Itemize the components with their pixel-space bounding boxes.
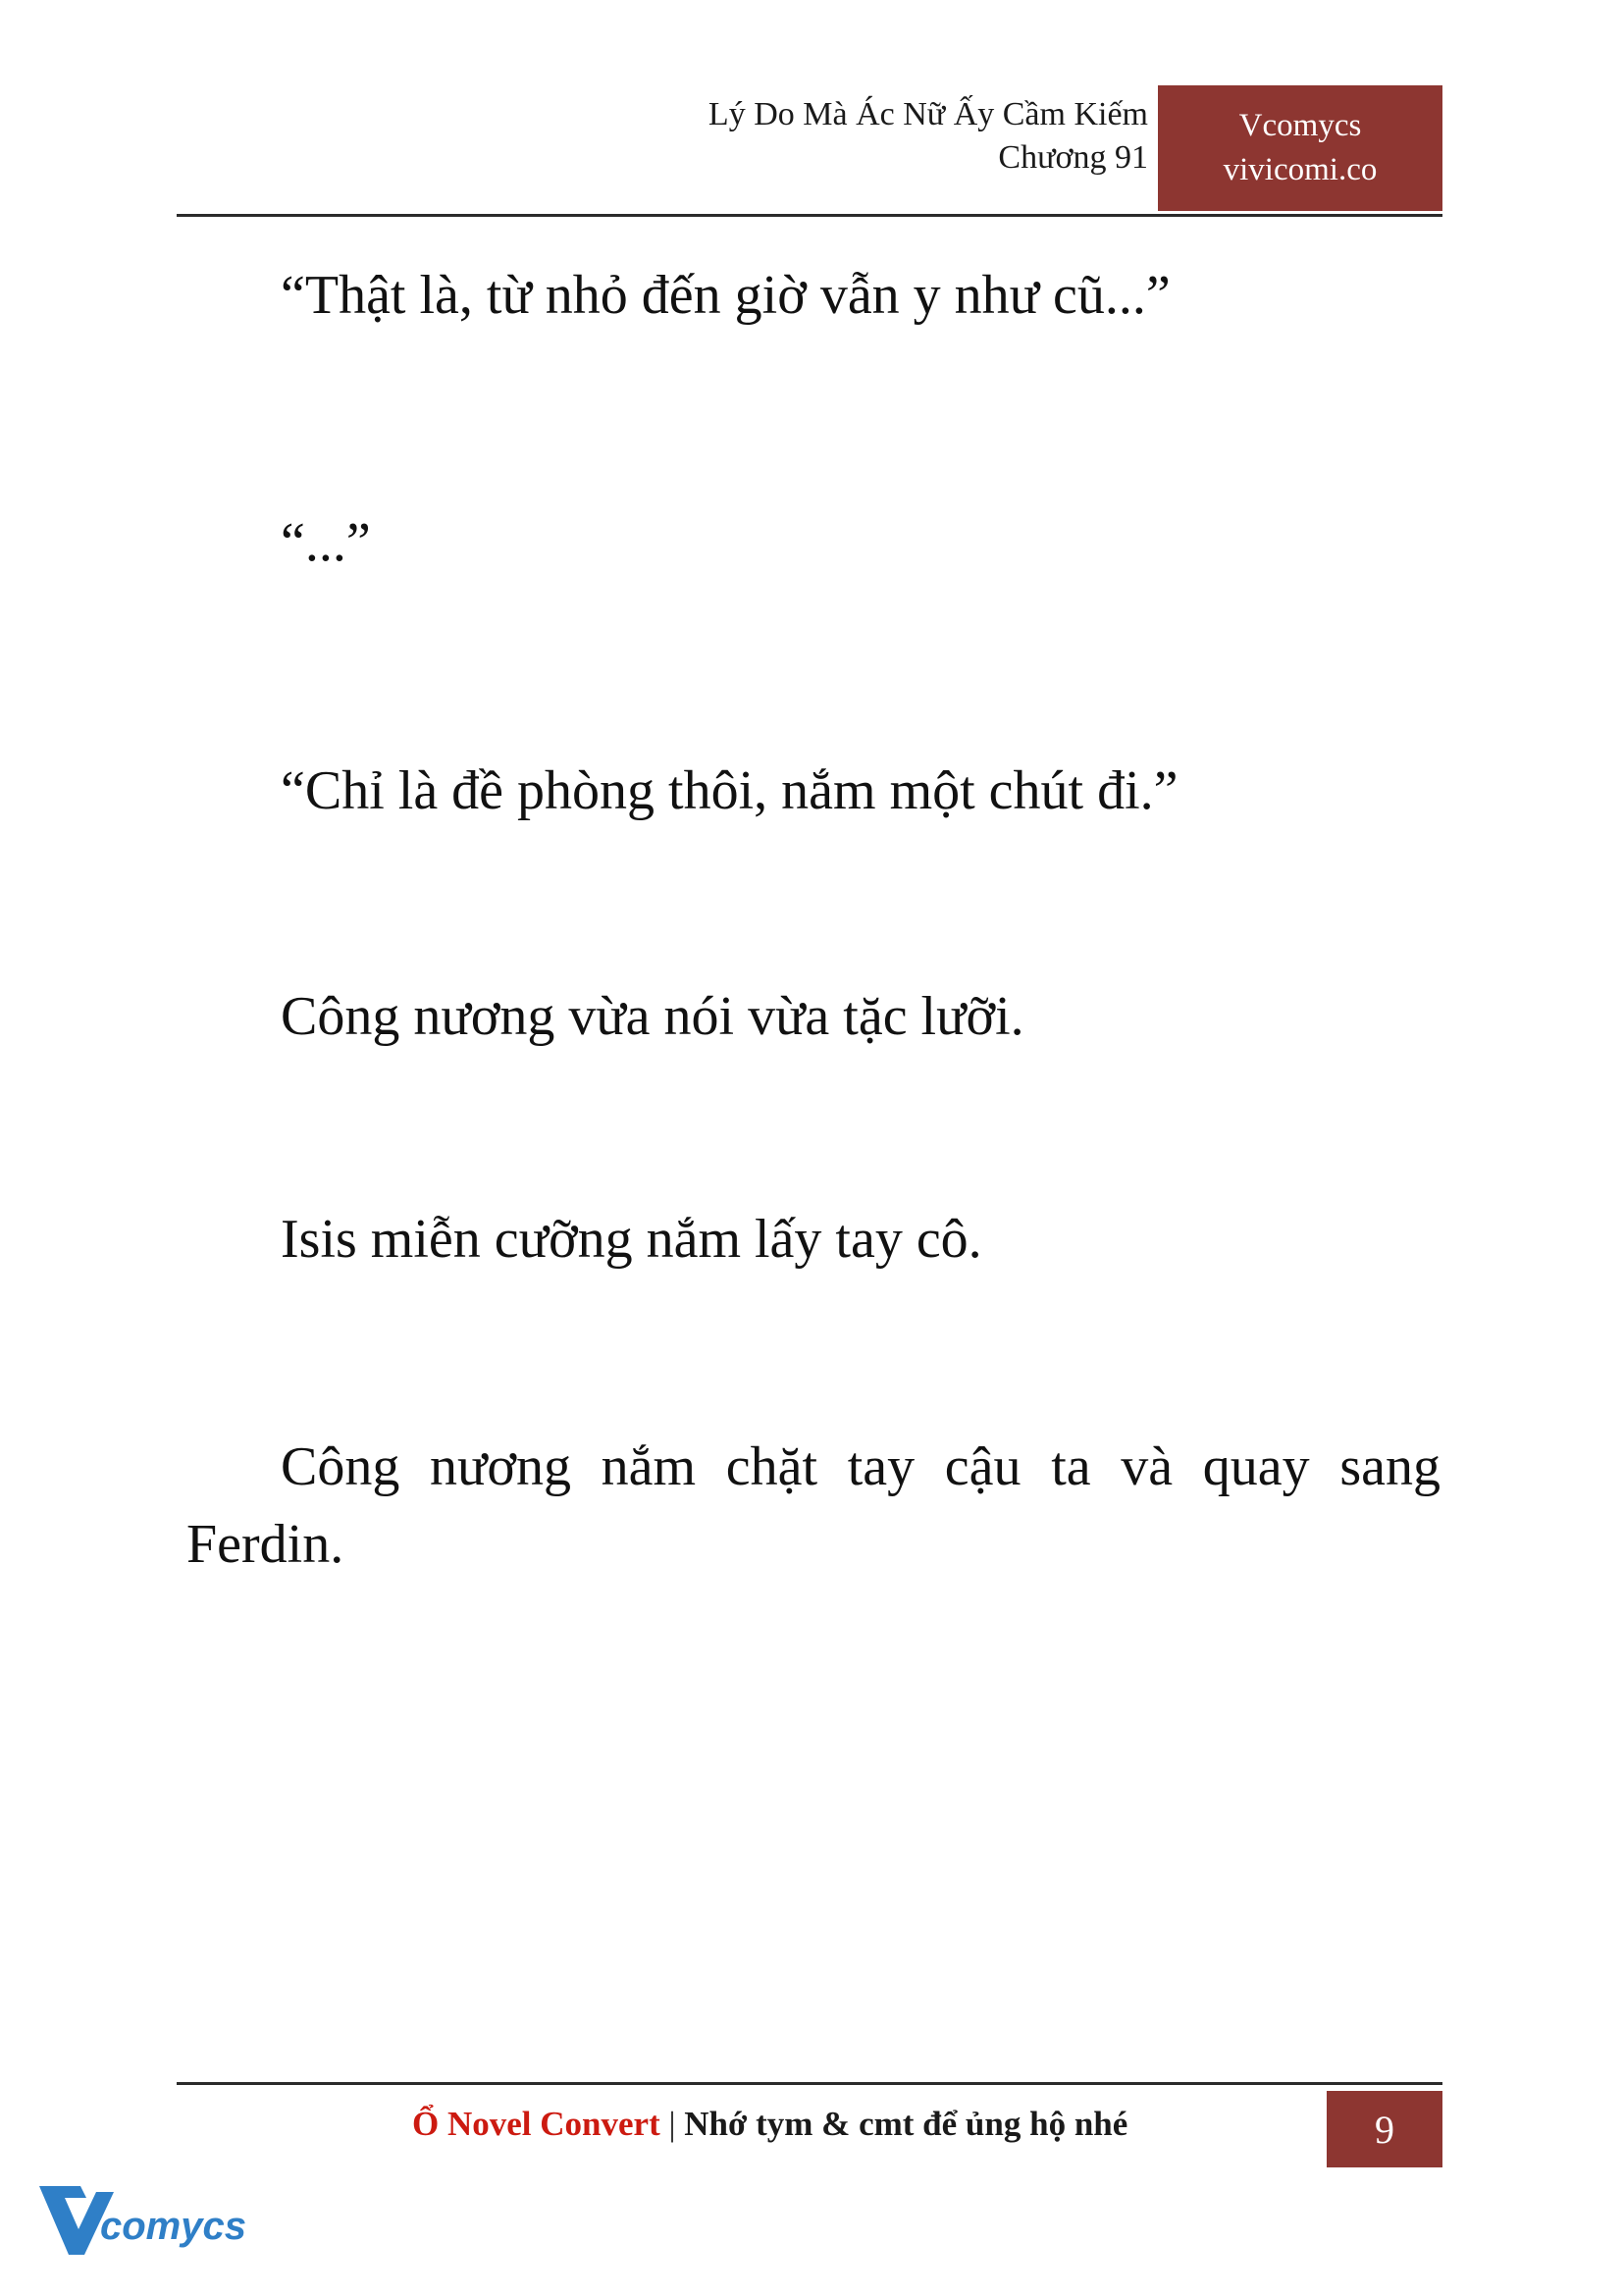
paragraph-spacer — [186, 426, 1441, 504]
paragraph: “Thật là, từ nhỏ đến giờ vẫn y như cũ...” — [281, 265, 1171, 326]
header-site-badge — [1158, 85, 1442, 211]
page-header — [177, 93, 1442, 226]
header-title-line-1: Lý Do Mà Ác Nữ Ấy Cầm Kiếm — [707, 96, 1148, 132]
paragraph-spacer — [186, 921, 1441, 978]
footer-separator: | — [659, 2105, 685, 2143]
header-title — [708, 93, 1148, 179]
paragraph: Isis miễn cưỡng nắm lấy tay cô. — [281, 1209, 982, 1271]
page-footer — [177, 2085, 1442, 2171]
vcomycs-watermark-logo — [35, 2178, 261, 2272]
page-number-badge: 9 — [1327, 2091, 1442, 2167]
paragraph-spacer — [186, 672, 1441, 753]
footer-brand: Ổ Novel Convert — [412, 2105, 660, 2143]
svg-text:comycs: comycs — [100, 2205, 246, 2248]
paragraph-spacer — [186, 1146, 1441, 1201]
header-divider — [177, 214, 1442, 217]
page-content — [186, 257, 1441, 1585]
header-badge-line-1: Vcomycs — [1238, 108, 1362, 144]
paragraph-spacer — [186, 1370, 1441, 1429]
footer-note: Nhớ tym & cmt để ủng hộ nhé — [684, 2105, 1128, 2143]
footer-credit — [412, 2105, 1127, 2144]
paragraph: “Chỉ là đề phòng thôi, nắm một chút đi.” — [281, 760, 1179, 822]
paragraph: Công nương vừa nói vừa tặc lưỡi. — [281, 985, 1024, 1047]
paragraph: “...” — [281, 511, 371, 573]
header-title-line-2: Chương 91 — [998, 138, 1148, 176]
paragraph: Công nương nắm chặt tay cậu ta và quay sang Ferdin. — [186, 1435, 1441, 1576]
header-badge-line-2: vivicomi.co — [1223, 152, 1378, 187]
